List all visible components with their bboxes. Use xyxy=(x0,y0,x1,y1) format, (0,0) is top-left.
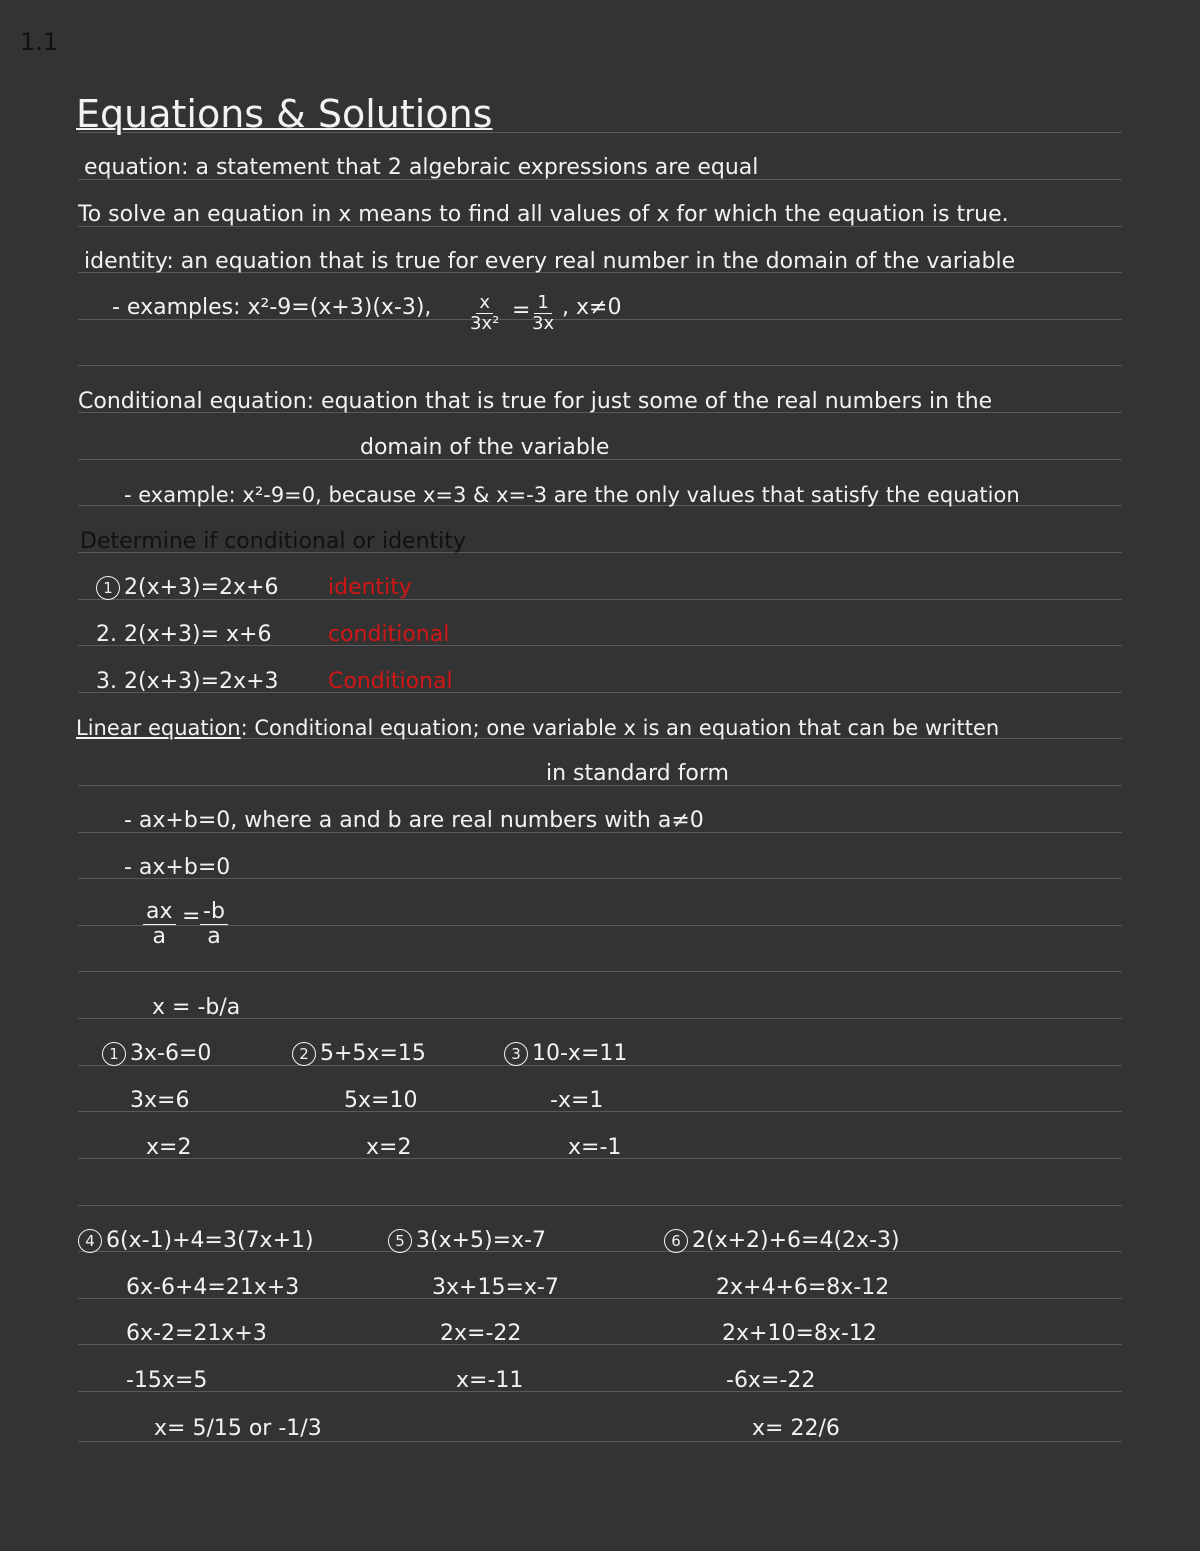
linear-definition-cont: in standard form xyxy=(546,761,729,786)
item-number-circle: 1 xyxy=(96,576,120,600)
fraction-numerator: ax xyxy=(143,900,176,925)
linear-step-2-right xyxy=(200,900,228,949)
problem-step: -15x=5 xyxy=(126,1368,208,1393)
page-number: 1.1 xyxy=(20,28,59,56)
solve-definition: To solve an equation in x means to find all values of x for which the equation is true. xyxy=(78,202,1009,227)
fraction-denominator: 3x xyxy=(532,313,555,334)
problem-step: 6x-2=21x+3 xyxy=(126,1321,267,1346)
problem-answer: x=-1 xyxy=(568,1135,622,1160)
linear-term: Linear equation xyxy=(76,716,241,740)
determine-answer-1: identity xyxy=(328,575,412,600)
problem-number-circle: 1 xyxy=(102,1042,126,1066)
problem-number-circle: 5 xyxy=(388,1229,412,1253)
problem-step: 2x=-22 xyxy=(440,1321,522,1346)
conditional-definition: Conditional equation: equation that is true for just some of the real numbers in the xyxy=(78,389,993,414)
problem-number-circle: 3 xyxy=(504,1042,528,1066)
item-expression: 2(x+3)= x+6 xyxy=(124,622,272,647)
linear-step-1: - ax+b=0 xyxy=(124,855,231,880)
problem-number-circle: 4 xyxy=(78,1229,102,1253)
problem-line: 3(x+5)=x-7 xyxy=(416,1228,547,1253)
determine-item-1 xyxy=(96,574,279,602)
problem-step: 2x+4+6=8x-12 xyxy=(716,1275,890,1300)
problem-step: 3x=6 xyxy=(130,1088,190,1113)
problem-equation xyxy=(102,1040,211,1068)
problem-equation xyxy=(388,1227,546,1255)
problem-answer: x= 22/6 xyxy=(752,1416,840,1441)
equation-definition: equation: a statement that 2 algebraic expressions are equal xyxy=(84,155,759,180)
identity-example-equals: = xyxy=(512,298,531,323)
problem-equation xyxy=(78,1227,314,1255)
problem-line: 6(x-1)+4=3(7x+1) xyxy=(106,1228,314,1253)
fraction-numerator: -b xyxy=(200,900,228,925)
determine-answer-2: conditional xyxy=(328,622,450,647)
problem-step: 5x=10 xyxy=(344,1088,418,1113)
fraction-numerator: x xyxy=(476,293,493,314)
linear-def-text: : Conditional equation; one variable x is an equation that can be written xyxy=(240,716,1000,740)
problem-answer: x= 5/15 or -1/3 xyxy=(154,1416,322,1441)
problem-step: -6x=-22 xyxy=(726,1368,816,1393)
linear-definition xyxy=(76,714,999,742)
problem-answer: x=-11 xyxy=(456,1368,524,1393)
problem-step: 6x-6+4=21x+3 xyxy=(126,1275,300,1300)
identity-example-fraction-1 xyxy=(470,293,499,334)
identity-example-condition: , x≠0 xyxy=(562,295,622,320)
item-number: 3. xyxy=(96,669,117,694)
problem-line: 5+5x=15 xyxy=(320,1041,426,1066)
problem-line: 3x-6=0 xyxy=(130,1041,212,1066)
determine-item-3 xyxy=(96,668,279,696)
problem-line: 10-x=11 xyxy=(532,1041,628,1066)
identity-examples: - examples: x²-9=(x+3)(x-3), xyxy=(112,295,432,320)
problem-step: -x=1 xyxy=(550,1088,604,1113)
fraction-denominator: a xyxy=(207,924,221,949)
problem-answer: x=2 xyxy=(366,1135,412,1160)
problem-equation xyxy=(292,1040,426,1068)
linear-step-2-equals: = xyxy=(182,904,201,929)
item-expression: 2(x+3)=2x+3 xyxy=(124,669,279,694)
fraction-denominator: 3x² xyxy=(470,313,500,334)
conditional-example: - example: x²-9=0, because x=3 & x=-3 are the only values that satisfy the equation xyxy=(124,483,1020,507)
item-number: 2. xyxy=(96,622,117,647)
problem-answer: x=2 xyxy=(146,1135,192,1160)
fraction-denominator: a xyxy=(152,924,166,949)
problem-equation xyxy=(664,1227,900,1255)
item-expression: 2(x+3)=2x+6 xyxy=(124,575,279,600)
linear-standard-form: - ax+b=0, where a and b are real numbers with a≠0 xyxy=(124,808,704,833)
problem-step: 3x+15=x-7 xyxy=(432,1275,559,1300)
linear-step-3: x = -b/a xyxy=(152,995,241,1020)
problem-step: 2x+10=8x-12 xyxy=(722,1321,877,1346)
conditional-definition-cont: domain of the variable xyxy=(360,435,610,460)
identity-example-fraction-2 xyxy=(532,293,554,334)
problem-number-circle: 6 xyxy=(664,1229,688,1253)
problem-equation xyxy=(504,1040,627,1068)
fraction-numerator: 1 xyxy=(534,293,551,314)
identity-definition: identity: an equation that is true for every real number in the domain of the variable xyxy=(84,249,1016,274)
problem-line: 2(x+2)+6=4(2x-3) xyxy=(692,1228,900,1253)
linear-step-2-left xyxy=(143,900,176,949)
page-title: Equations & Solutions xyxy=(76,92,493,136)
problem-number-circle: 2 xyxy=(292,1042,316,1066)
determine-item-2 xyxy=(96,621,272,649)
determine-heading: Determine if conditional or identity xyxy=(80,529,466,554)
determine-answer-3: Conditional xyxy=(328,669,453,694)
